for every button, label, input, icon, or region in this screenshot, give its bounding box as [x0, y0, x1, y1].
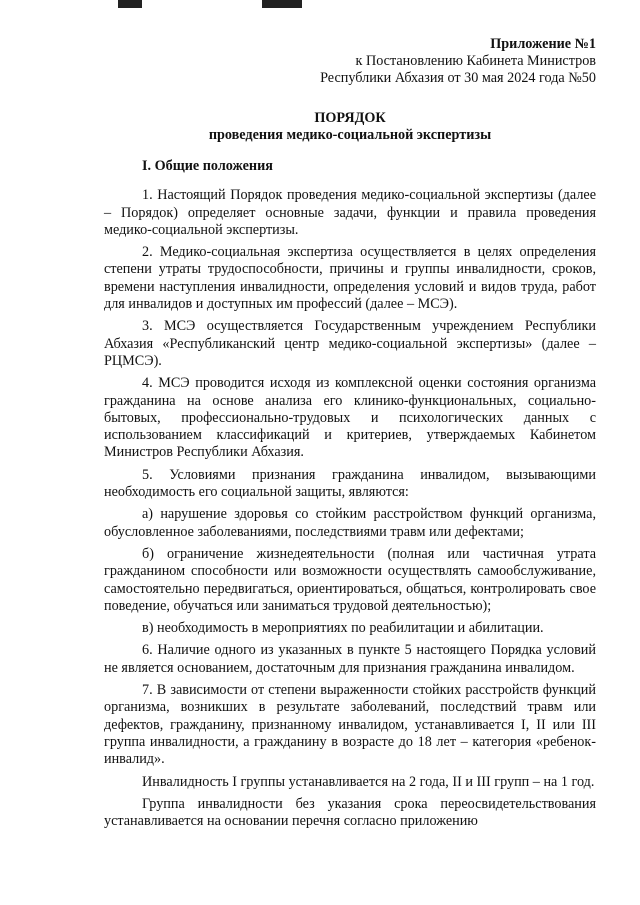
paragraph: Инвалидность I группы устанавливается на 2 года, II и III групп – на 1 год.: [142, 773, 595, 790]
document-title-main: ПОРЯДОК: [314, 110, 386, 126]
appendix-title: Приложение №1: [490, 36, 596, 52]
appendix-header: [104, 36, 596, 87]
paragraph: в) необходимость в мероприятиях по реабилитации и абилитации.: [142, 620, 544, 637]
paragraph: 1. Настоящий Порядок проведения медико-социальной экспертизы (далее – Порядок) определяет основные задачи, функции и правила проведения медико-социальной экспертизы.: [104, 187, 596, 238]
paragraph: 5. Условиями признания гражданина инвалидом, вызывающими необходимость его социальной защиты, являются:: [104, 466, 596, 501]
paragraph: а) нарушение здоровья со стойким расстройством функций организма, обусловленное заболеваниями, последствиями травм или дефектами;: [104, 506, 596, 540]
paragraph: 3. МСЭ осуществляется Государственным учреждением Республики Абхазия «Республиканский центр медико-социальной экспертизы» (далее – РЦМСЭ).: [104, 318, 596, 369]
scan-artifact: [118, 0, 142, 8]
document-title-sub: проведения медико-социальной экспертизы: [208, 127, 492, 143]
paragraph: 4. МСЭ проводится исходя из комплексной оценки состояния организма гражданина на основе анализа его клинико-функциональных, социально-бытовых, профессионально-трудовых и психологических данных с использованием классификаций и критериев, утверждаемых Кабинетом Министров Республики Абхазия.: [104, 375, 596, 461]
appendix-line: Республики Абхазия от 30 мая 2024 года №50: [320, 70, 596, 86]
document-page: [104, 36, 596, 830]
document-title: [104, 110, 596, 144]
appendix-line: к Постановлению Кабинета Министров: [355, 53, 596, 69]
paragraph: 7. В зависимости от степени выраженности стойких расстройств функций организма, возникших в результате заболеваний, последствий травм или дефектов, гражданину, признанному инвалидом, устанавливается I, II или III группа инвалидности, а гражданину в возрасте до 18 лет – категория «ребенок-инвалид».: [104, 682, 596, 768]
scan-artifact: [262, 0, 302, 8]
section-heading: I. Общие положения: [142, 158, 273, 174]
paragraph: Группа инвалидности без указания срока переосвидетельствования устанавливается на основании перечня согласно приложению: [104, 795, 596, 830]
paragraph: б) ограничение жизнедеятельности (полная или частичная утрата гражданином способности или возможности осуществлять самообслуживание, самостоятельно передвигаться, ориентироваться, общаться, контролировать свое поведение, обучаться или заниматься трудовой деятельностью);: [104, 545, 596, 614]
paragraph: 6. Наличие одного из указанных в пункте 5 настоящего Порядка условий не является основанием, достаточным для признания гражданина инвалидом.: [104, 642, 596, 676]
paragraph: 2. Медико-социальная экспертиза осуществляется в целях определения степени утраты трудоспособности, причины и группы инвалидности, сроков, времени наступления инвалидности, определения условий и видов труда, работ для инвалидов и доступных им профессий (далее – МСЭ).: [104, 244, 596, 313]
